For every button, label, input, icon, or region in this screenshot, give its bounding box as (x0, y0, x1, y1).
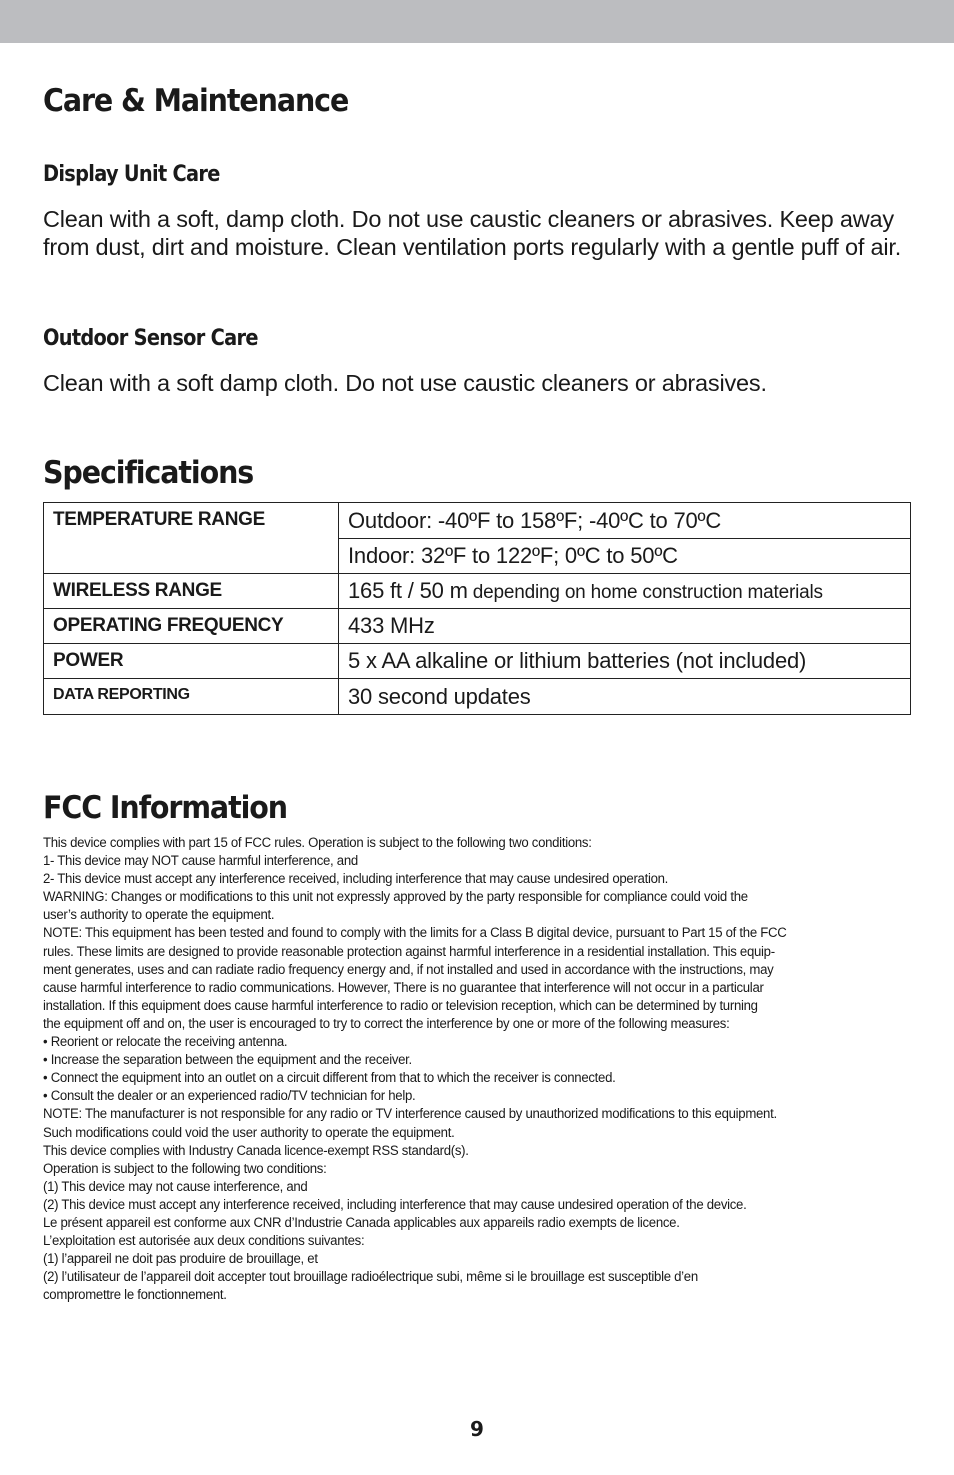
fcc-line: 2- This device must accept any interference received, including interference that may cause undesired operation. (43, 871, 669, 887)
fcc-line: WARNING: Changes or modifications to this unit not expressly approved by the party responsible for compliance could void the (43, 889, 748, 905)
fcc-line: • Consult the dealer or an experienced radio/TV technician for help. (43, 1088, 416, 1104)
fcc-line: (2) This device must accept any interference received, including interference that may cause undesired operation of the device. (43, 1196, 747, 1212)
header-band (0, 0, 954, 43)
spec-row-wireless (44, 574, 911, 609)
fcc-line: This device complies with Industry Canada licence-exempt RSS standard(s). (43, 1142, 469, 1158)
fcc-line: • Reorient or relocate the receiving antenna. (43, 1034, 288, 1050)
display-unit-care-heading: Display Unit Care (43, 162, 220, 187)
fcc-line: ment generates, uses and can radiate radio frequency energy and, if not installed and used in accordance with the instructions, may (43, 961, 774, 977)
fcc-line: NOTE: This equipment has been tested and found to comply with the limits for a Class B digital device, pursuant to Part 15 of the FCC (43, 925, 787, 941)
fcc-line: NOTE: The manufacturer is not responsible for any radio or TV interference caused by unauthorized modifications to this equipment. (43, 1106, 777, 1122)
spec-value-power: 5 x AA alkaline or lithium batteries (not included) (339, 644, 911, 679)
fcc-text-block (43, 834, 910, 1304)
fcc-information-title: FCC Information (43, 790, 287, 826)
spec-label-power: POWER (44, 644, 339, 679)
display-unit-care-text: Clean with a soft, damp cloth. Do not use caustic cleaners or abrasives. Keep away from dust, dirt and moisture. Clean ventilation ports regularly with a gentle puff of air. (43, 206, 902, 260)
page-number: 9 (470, 1417, 484, 1441)
fcc-line: This device complies with part 15 of FCC rules. Operation is subject to the following two conditions: (43, 835, 592, 850)
spec-value-wireless-note: depending on home construction materials (467, 582, 823, 603)
outdoor-sensor-care-text: Clean with a soft damp cloth. Do not use caustic cleaners or abrasives. (43, 370, 767, 396)
fcc-line: • Increase the separation between the equipment and the receiver. (43, 1052, 412, 1068)
fcc-line: cause harmful interference to radio communications. However, There is no guarantee that interference will not occur in a particular (43, 979, 764, 995)
fcc-line: rules. These limits are designed to provide reasonable protection against harmful interference in a residential installation. This equip- (43, 943, 775, 959)
specifications-table (43, 502, 911, 715)
fcc-line: 1- This device may NOT cause harmful interference, and (43, 853, 358, 869)
spec-value-reporting: 30 second updates (339, 679, 911, 715)
fcc-line: installation. If this equipment does cause harmful interference to radio or television reception, which can be determined by turning (43, 997, 758, 1013)
spec-value-temperature-outdoor: Outdoor: -40ºF to 158ºF; -40ºC to 70ºC (339, 503, 911, 539)
spec-label-temperature: TEMPERATURE RANGE (44, 503, 339, 574)
spec-label-reporting: DATA REPORTING (44, 679, 339, 715)
spec-value-wireless-range: 165 ft / 50 m (348, 578, 468, 603)
spec-value-frequency: 433 MHz (339, 609, 911, 644)
fcc-line: the equipment off and on, the user is encouraged to try to correct the interference by one or more of the following measures: (43, 1015, 730, 1031)
spec-label-wireless: WIRELESS RANGE (44, 574, 339, 609)
fcc-line: (1) This device may not cause interference, and (43, 1178, 308, 1194)
fcc-line: L’exploitation est autorisée aux deux conditions suivantes: (43, 1233, 365, 1249)
fcc-line: compromettre le fonctionnement. (43, 1287, 227, 1303)
spec-row-power (44, 644, 911, 679)
fcc-line: • Connect the equipment into an outlet on a circuit different from that to which the receiver is connected. (43, 1070, 616, 1086)
spec-label-frequency: OPERATING FREQUENCY (44, 609, 339, 644)
outdoor-sensor-care-heading: Outdoor Sensor Care (43, 326, 258, 351)
specifications-title: Specifications (43, 455, 254, 491)
fcc-line: Operation is subject to the following two conditions: (43, 1160, 327, 1176)
care-maintenance-title: Care & Maintenance (43, 83, 349, 119)
fcc-line: (1) l’appareil ne doit pas produire de brouillage, et (43, 1251, 318, 1267)
spec-value-wireless (339, 574, 911, 609)
fcc-line: Such modifications could void the user authority to operate the equipment. (43, 1124, 455, 1140)
spec-row-temperature-outdoor (44, 503, 911, 539)
fcc-line: user’s authority to operate the equipment. (43, 907, 275, 923)
spec-value-temperature-indoor: Indoor: 32ºF to 122ºF; 0ºC to 50ºC (339, 539, 911, 574)
fcc-line: Le présent appareil est conforme aux CNR d’Industrie Canada applicables aux appareils radio exempts de licence. (43, 1214, 680, 1230)
spec-row-frequency (44, 609, 911, 644)
fcc-line: (2) l’utilisateur de l’appareil doit accepter tout brouillage radioélectrique subi, même si le brouillage est susceptible d’en (43, 1269, 698, 1285)
spec-row-reporting (44, 679, 911, 715)
